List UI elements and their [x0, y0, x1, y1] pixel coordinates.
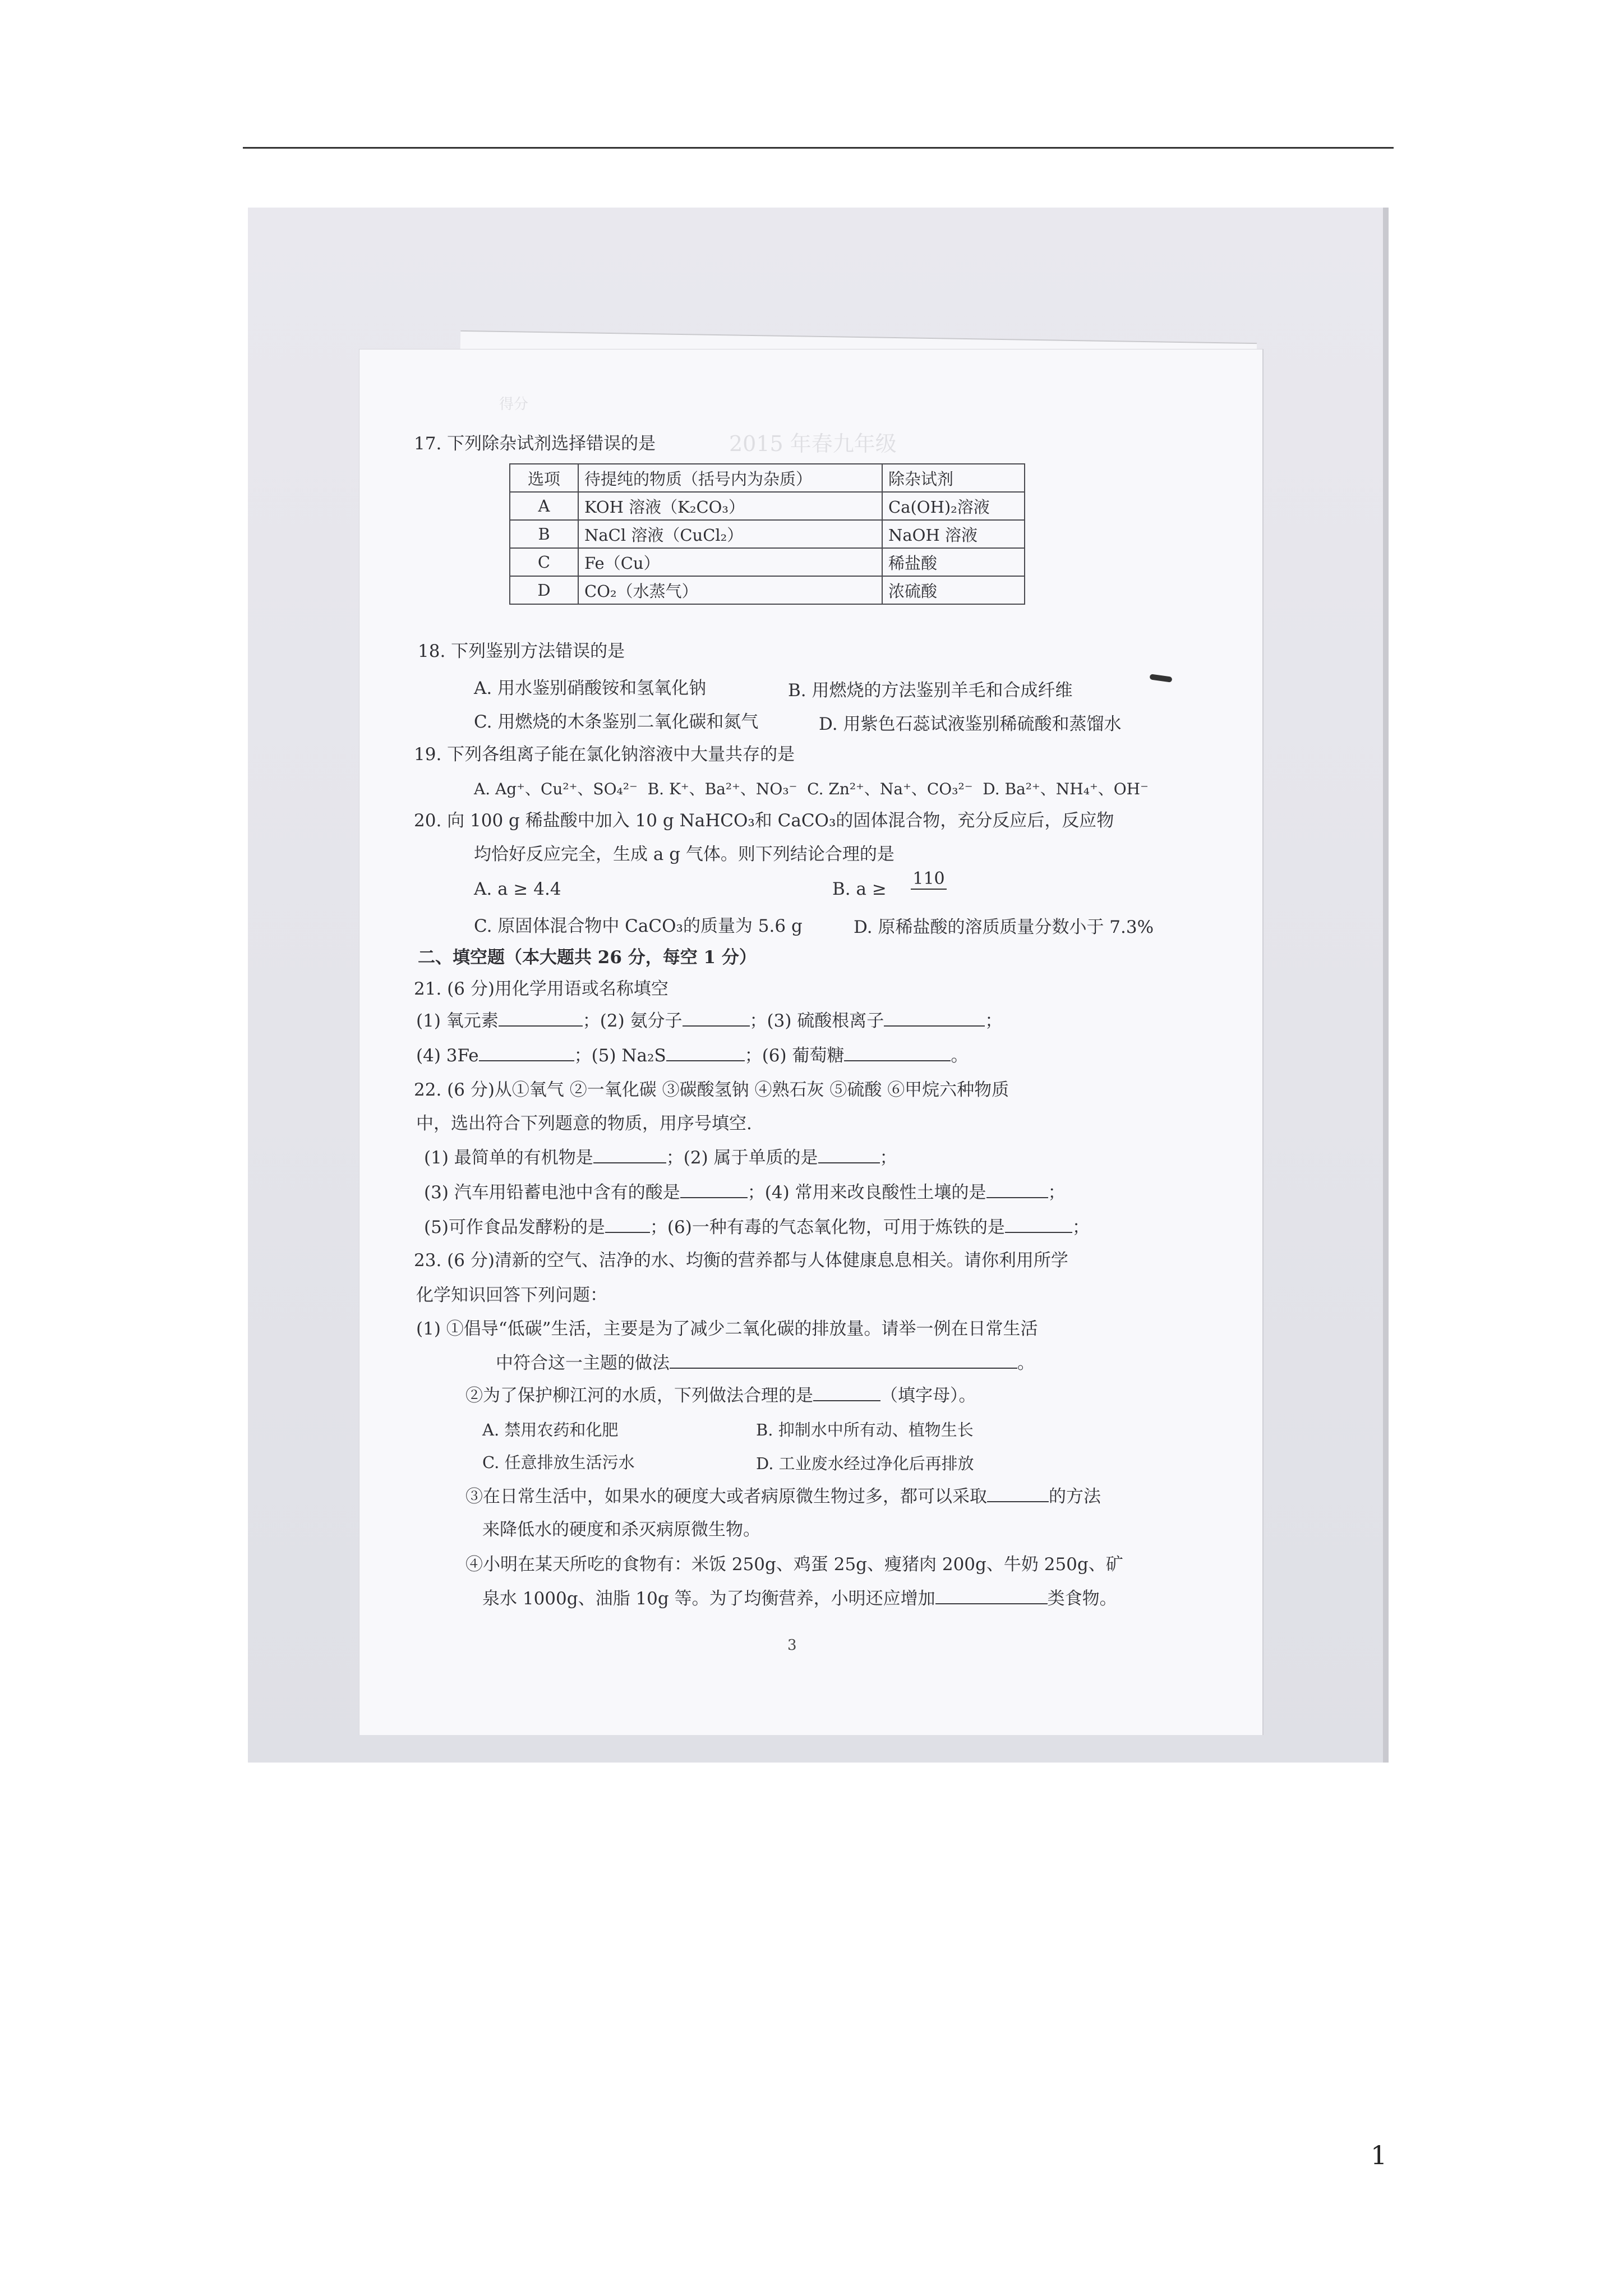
q17-header-option: 选项: [510, 464, 578, 492]
q21-item1-label: (1) 氧元素: [416, 1011, 499, 1031]
q23-part2-option-c: C. 任意排放生活污水: [482, 1453, 635, 1472]
q22-item3-blank: [680, 1181, 748, 1198]
section-fill-in-title: 二、填空题（本大题共 26 分，每空 1 分）: [418, 947, 757, 968]
bleed-through-header: 2015 年春九年级: [729, 431, 897, 456]
table-row: [510, 576, 1025, 604]
q17-row-d-option: D: [510, 576, 578, 604]
q21-item2-blank: [683, 1010, 750, 1027]
q21-item6-blank: [844, 1045, 951, 1061]
q21-item5-blank: [666, 1045, 745, 1061]
q20-option-c: C. 原固体混合物中 CaCO₃的质量为 5.6 g: [474, 916, 803, 936]
q23-part4-line2: [482, 1588, 1117, 1609]
q22-item3-label: (3) 汽车用铅蓄电池中含有的酸是: [424, 1182, 680, 1203]
q23-part1-line1: (1) ①倡导“低碳”生活，主要是为了减少二氧化碳的排放量。请举一例在日常生活: [416, 1319, 1038, 1339]
q20-fraction: [911, 869, 947, 898]
q21-row1: [416, 1010, 1002, 1032]
q18-option-d: D. 用紫色石蕊试液鉴别稀硫酸和蒸馏水: [819, 714, 1122, 734]
scan-page-number: 3: [787, 1637, 797, 1654]
scan-right-edge: [1383, 208, 1389, 1763]
q22-row3: [424, 1216, 1090, 1238]
q23-part2-option-a: A. 禁用农药和化肥: [482, 1420, 619, 1439]
q21-row2: [416, 1045, 968, 1066]
q22-line2: 中，选出符合下列题意的物质，用序号填空.: [416, 1114, 752, 1134]
q21-item5-label: ；(5) Na₂S: [574, 1046, 666, 1066]
q23-part3-line2: 来降低水的硬度和杀灭病原微生物。: [482, 1520, 760, 1540]
q23-part1-label: 中符合这一主题的做法: [496, 1353, 670, 1373]
q22-row2-end: ；: [1048, 1182, 1066, 1203]
q21-item1-blank: [499, 1010, 583, 1027]
q17-row-a-option: A: [510, 492, 578, 520]
q23-part4-line1: ④小明在某天所吃的食物有：米饭 250g、鸡蛋 25g、瘦猪肉 200g、牛奶 250g、矿: [465, 1554, 1123, 1575]
q23-part3-end: 的方法: [1049, 1487, 1101, 1507]
q21-stem: 21. (6 分)用化学用语或名称填空: [414, 979, 668, 999]
q22-row1: [424, 1147, 897, 1168]
q23-part2: [465, 1384, 976, 1406]
q21-row1-end: ；: [985, 1011, 1003, 1031]
q20-option-a: A. a ≥ 4.4: [474, 879, 561, 899]
q21-item3-blank: [884, 1010, 985, 1027]
q17-table-header-row: [510, 464, 1025, 492]
q22-item4-blank: [986, 1181, 1048, 1198]
page-top-rule: [243, 147, 1394, 149]
q23-part2-option-b: B. 抑制水中所有动、植物生长: [756, 1420, 974, 1439]
q17-row-b-option: B: [510, 520, 578, 548]
table-row: [510, 492, 1025, 520]
q23-part1-end: 。: [1017, 1353, 1035, 1373]
q20-fraction-denominator: [911, 890, 947, 898]
q20-option-b: B. a ≥: [832, 879, 887, 899]
q17-row-a-substance: KOH 溶液（K₂CO₃）: [578, 492, 882, 520]
q21-item4-blank: [479, 1045, 574, 1061]
q21-item4-label: (4) 3Fe: [416, 1046, 479, 1066]
q17-header-reagent: 除杂试剂: [882, 464, 1025, 492]
q23-part3-line1: [465, 1485, 1101, 1507]
page-number: 1: [1371, 2140, 1387, 2170]
q17-row-c-reagent: 稀盐酸: [882, 548, 1025, 576]
q22-item5-label: (5)可作食品发酵粉的是: [424, 1217, 605, 1237]
q23-part3-label: ③在日常生活中，如果水的硬度大或者病原微生物过多，都可以采取: [465, 1487, 987, 1507]
q23-part4-end: 类食物。: [1047, 1589, 1117, 1609]
q17-row-b-substance: NaCl 溶液（CuCl₂）: [578, 520, 882, 548]
q22-item5-blank: [605, 1216, 650, 1233]
q23-part2-label: ②为了保护柳江河的水质，下列做法合理的是: [465, 1386, 813, 1406]
q22-item1-blank: [593, 1147, 666, 1163]
q17-header-substance: 待提纯的物质（括号内为杂质）: [578, 464, 882, 492]
q23-part3-blank: [987, 1485, 1049, 1502]
q19-stem: 19. 下列各组离子能在氯化钠溶液中大量共存的是: [414, 744, 795, 765]
q20-fraction-numerator: 110: [911, 869, 947, 890]
q22-item1-label: (1) 最简单的有机物是: [424, 1148, 593, 1168]
q22-line1: 22. (6 分)从①氧气 ②一氧化碳 ③碳酸氢钠 ④熟石灰 ⑤硫酸 ⑥甲烷六种物质: [414, 1080, 1009, 1100]
q21-row2-end: 。: [951, 1046, 969, 1066]
q23-part1-blank: [670, 1352, 1017, 1369]
q17-row-c-option: C: [510, 548, 578, 576]
q17-row-a-reagent: Ca(OH)₂溶液: [882, 492, 1025, 520]
q22-row3-end: ；: [1072, 1217, 1090, 1237]
q18-option-c: C. 用燃烧的木条鉴别二氧化碳和氮气: [474, 712, 759, 732]
q21-item2-label: ；(2) 氨分子: [582, 1011, 683, 1031]
q18-option-a: A. 用水鉴别硝酸铵和氢氧化钠: [474, 678, 707, 698]
q21-item6-label: ；(6) 葡萄糖: [744, 1046, 845, 1066]
q20-line2: 均恰好反应完全，生成 a g 气体。则下列结论合理的是: [474, 844, 895, 864]
q23-line1: 23. (6 分)清新的空气、洁净的水、均衡的营养都与人体健康息息相关。请你利用所学: [414, 1250, 1068, 1271]
q22-item2-label: ；(2) 属于单质的是: [666, 1148, 818, 1168]
q17-table: [509, 463, 1025, 605]
q17-row-d-substance: CO₂（水蒸气）: [578, 576, 882, 604]
q22-item6-label: ；(6)一种有毒的气态氧化物，可用于炼铁的是: [649, 1217, 1005, 1237]
q20-line1: 20. 向 100 g 稀盐酸中加入 10 g NaHCO₃和 CaCO₃的固体混合物，充分反应后，反应物: [414, 811, 1114, 831]
q23-part2-option-d: D. 工业废水经过净化后再排放: [756, 1454, 974, 1473]
q19-options: A. Ag⁺、Cu²⁺、SO₄²⁻ B. K⁺、Ba²⁺、NO₃⁻ C. Zn²⁺、Na⁺、CO₃²⁻ D. Ba²⁺、NH₄⁺、OH⁻: [474, 780, 1149, 798]
q20-option-d: D. 原稀盐酸的溶质质量分数小于 7.3%: [854, 917, 1154, 937]
q22-item4-label: ；(4) 常用来改良酸性土壤的是: [747, 1182, 986, 1203]
q23-line2: 化学知识回答下列问题：: [416, 1285, 607, 1305]
q21-item3-label: ；(3) 硫酸根离子: [749, 1011, 884, 1031]
q22-row2: [424, 1181, 1066, 1203]
q22-item2-blank: [818, 1147, 880, 1163]
q17-row-b-reagent: NaOH 溶液: [882, 520, 1025, 548]
q23-part2-blank: [813, 1384, 880, 1401]
q23-part4-blank: [935, 1588, 1048, 1604]
q18-option-b: B. 用燃烧的方法鉴别羊毛和合成纤维: [788, 680, 1073, 701]
q22-item6-blank: [1005, 1216, 1072, 1233]
q22-row1-end: ；: [879, 1148, 897, 1168]
q17-row-c-substance: Fe（Cu）: [578, 548, 882, 576]
q23-part2-end: （填字母）。: [880, 1386, 976, 1406]
q17-row-d-reagent: 浓硫酸: [882, 576, 1025, 604]
q23-part4-label: 泉水 1000g、油脂 10g 等。为了均衡营养，小明还应增加: [482, 1589, 935, 1609]
table-row: [510, 548, 1025, 576]
bleed-through-marker: 得分: [499, 396, 529, 413]
q23-part1-line2: [496, 1352, 1035, 1374]
table-row: [510, 520, 1025, 548]
q18-stem: 18. 下列鉴别方法错误的是: [418, 641, 625, 661]
q17-stem: 17. 下列除杂试剂选择错误的是: [414, 434, 656, 454]
